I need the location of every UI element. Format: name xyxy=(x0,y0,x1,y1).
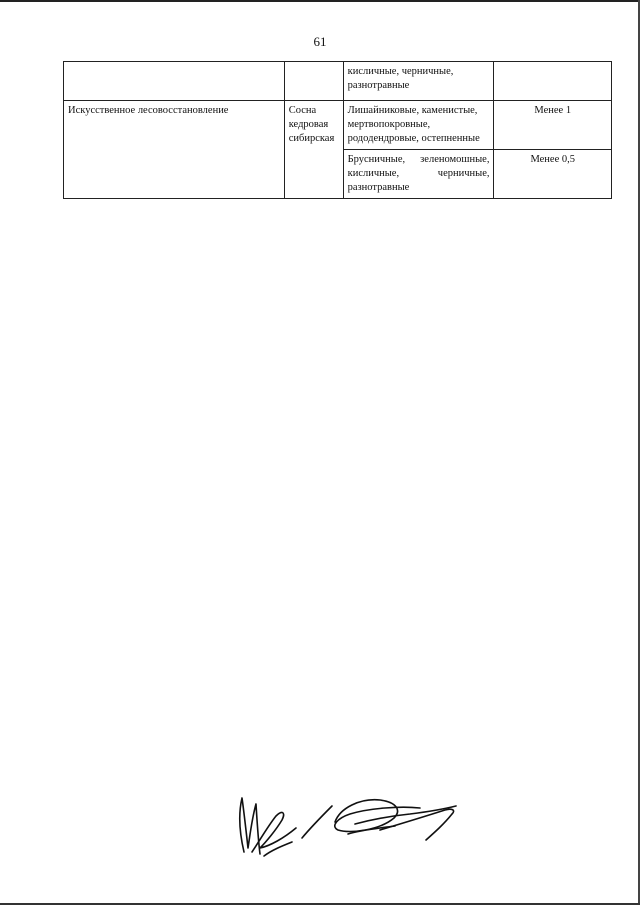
table-cell-forest-types: кисличные, черничные, разнотравные xyxy=(343,62,494,101)
table-cell-value xyxy=(494,62,612,101)
forest-restoration-table xyxy=(63,61,612,199)
table-cell-species: Сосна кедровая сибирская xyxy=(284,101,343,199)
table-cell-value: Менее 0,5 xyxy=(494,150,612,199)
table-row xyxy=(64,101,612,150)
page-edge xyxy=(0,0,640,2)
table-cell-value: Менее 1 xyxy=(494,101,612,150)
table-row xyxy=(64,62,612,101)
table-cell-forest-types: Брусничные, зеленомошные, кисличные, черничные, разнотравные xyxy=(343,150,494,199)
handwritten-signature-icon xyxy=(230,790,480,865)
table-cell-species xyxy=(284,62,343,101)
table-cell-method: Искусственное лесовосстановление xyxy=(64,101,285,199)
page-number: 61 xyxy=(313,34,327,49)
table-cell-forest-types: Лишайниковые, каменистые, мертвопокровные, рододендровые, остепненные xyxy=(343,101,494,150)
table-cell-method xyxy=(64,62,285,101)
